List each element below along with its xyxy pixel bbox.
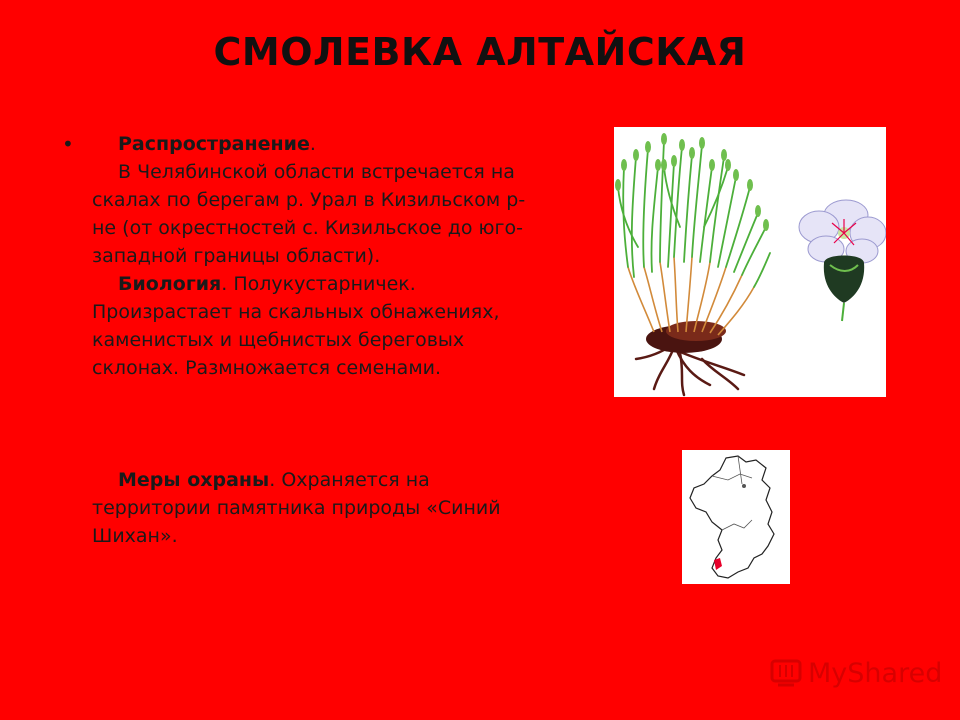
protection-paragraph [92,466,532,550]
plant-drawing [614,127,886,397]
plant-illustration [614,127,886,397]
slide-body [62,130,532,550]
watermark [768,653,942,693]
distribution-label: Распространение [118,133,310,155]
distribution-punct: . [309,133,316,155]
protection-label: Меры охраны [118,469,270,491]
flower-icon [799,200,886,321]
distribution-paragraph [92,130,532,270]
region-map-outline [682,450,790,584]
watermark-text: MyShared [808,657,943,689]
slide-title: СМОЛЕВКА АЛТАЙСКАЯ [213,30,747,74]
biology-label: Биология [118,273,222,295]
distribution-text: В Челябинской области встречается на скалах по берегам р. Урал в Кизильском р-не (от окрестностей с. Кизильское до юго-западной границы области). [92,161,526,267]
protection-text: . Охраняется на территории памятника природы «Синий Шихан». [92,469,501,547]
region-map [682,450,790,584]
watermark-logo-icon [768,655,804,691]
biology-paragraph [92,270,532,382]
bullet-icon: • [62,132,74,156]
biology-text: . Полукустарничек. Произрастает на скальных обнажениях, каменистых и щебнистых береговых склонах. Размножается семенами. [92,273,500,379]
